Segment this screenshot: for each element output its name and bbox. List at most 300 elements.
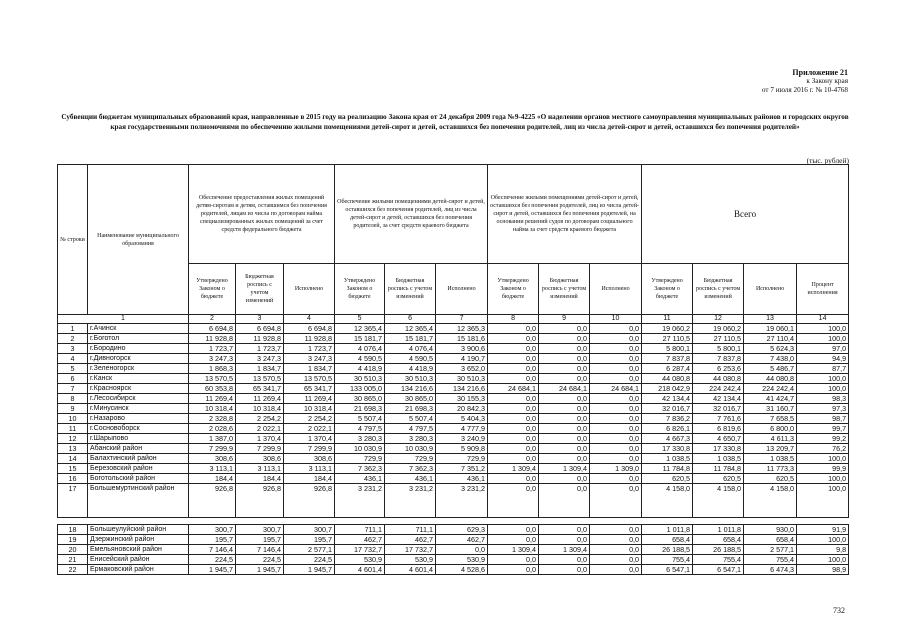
percent-cell: 100,0 (797, 555, 849, 565)
table-row (58, 414, 849, 424)
value-cell: 11 773,3 (744, 464, 797, 474)
row-number-cell: 20 (58, 545, 88, 555)
value-cell: 658,4 (744, 535, 797, 545)
table-row (58, 324, 849, 334)
value-cell: 3 247,3 (236, 354, 284, 364)
percent-cell: 98,9 (797, 565, 849, 575)
value-cell: 11 269,4 (236, 394, 284, 404)
row-number-cell: 14 (58, 454, 88, 464)
value-cell: 6 694,8 (189, 324, 236, 334)
column-number: 5 (335, 315, 385, 324)
header-executed: Исполнено (436, 264, 488, 315)
value-cell: 0,0 (488, 394, 539, 404)
row-number-cell: 21 (58, 555, 88, 565)
value-cell: 30 865,0 (335, 394, 385, 404)
percent-cell: 100,0 (797, 324, 849, 334)
value-cell: 7 351,2 (436, 464, 488, 474)
value-cell: 0,0 (590, 474, 642, 484)
value-cell: 32 016,7 (642, 404, 693, 414)
value-cell: 11 269,4 (189, 394, 236, 404)
row-number-cell: 19 (58, 535, 88, 545)
value-cell: 30 510,3 (335, 374, 385, 384)
value-cell: 42 134,4 (693, 394, 744, 404)
value-cell: 4 611,3 (744, 434, 797, 444)
value-cell: 5 486,7 (744, 364, 797, 374)
value-cell: 1 309,4 (539, 464, 590, 474)
value-cell: 629,3 (436, 525, 488, 535)
document-title: Субвенции бюджетам муниципальных образований края, направленные в 2015 году на реализацию Закона края от 24 декабря 2009 года №9-4225 «О наделении органов местного самоуправления муниципальных районов и городских округов края государственными полномочиями по обеспечению жилыми помещениями детей-сирот и детей, оставшихся без попечения родителей, лиц из числа детей-сирот и детей, оставшихся без попечения родителей» (61, 113, 849, 131)
value-cell: 5 624,3 (744, 344, 797, 354)
value-cell: 4 777,9 (436, 424, 488, 434)
value-cell: 195,7 (189, 535, 236, 545)
value-cell: 27 110,5 (642, 334, 693, 344)
value-cell: 7 299,9 (284, 444, 335, 454)
municipality-cell: г.Зеленогорск (88, 364, 189, 374)
header-executed: Исполнено (744, 264, 797, 315)
row-number-cell: 18 (58, 525, 88, 535)
value-cell: 0,0 (590, 364, 642, 374)
value-cell: 4 601,4 (335, 565, 385, 575)
value-cell: 0,0 (488, 555, 539, 565)
value-cell: 0,0 (590, 545, 642, 555)
value-cell: 6 800,0 (744, 424, 797, 434)
value-cell: 0,0 (488, 535, 539, 545)
value-cell: 1 945,7 (236, 565, 284, 575)
value-cell: 4 158,0 (693, 484, 744, 518)
percent-cell: 98,3 (797, 394, 849, 404)
value-cell: 1 309,4 (488, 464, 539, 474)
row-number-cell: 16 (58, 474, 88, 484)
value-cell: 12 365,3 (436, 324, 488, 334)
value-cell: 6 547,1 (642, 565, 693, 575)
value-cell: 2 254,2 (236, 414, 284, 424)
value-cell: 0,0 (488, 354, 539, 364)
value-cell: 0,0 (590, 525, 642, 535)
header-approved: Утверждено Законом о бюджете (642, 264, 693, 315)
value-cell: 0,0 (488, 374, 539, 384)
table-row (58, 434, 849, 444)
value-cell: 2 577,1 (284, 545, 335, 555)
value-cell: 1 723,7 (236, 344, 284, 354)
value-cell: 1 723,7 (189, 344, 236, 354)
value-cell: 3 113,1 (236, 464, 284, 474)
value-cell: 462,7 (335, 535, 385, 545)
value-cell: 0,0 (539, 565, 590, 575)
value-cell: 0,0 (590, 324, 642, 334)
value-cell: 7 299,9 (189, 444, 236, 454)
value-cell: 3 240,9 (436, 434, 488, 444)
value-cell: 218 042,9 (642, 384, 693, 394)
value-cell: 7 658,5 (744, 414, 797, 424)
municipality-cell: г.Красноярск (88, 384, 189, 394)
row-number-cell: 22 (58, 565, 88, 575)
value-cell: 15 181,6 (436, 334, 488, 344)
header-plan: Бюджетная роспись с учетом изменений (693, 264, 744, 315)
value-cell: 30 510,3 (436, 374, 488, 384)
percent-cell: 76,2 (797, 444, 849, 454)
percent-cell: 100,0 (797, 334, 849, 344)
column-number: 1 (58, 315, 189, 324)
percent-cell: 91,9 (797, 525, 849, 535)
municipality-cell: г.Назарово (88, 414, 189, 424)
value-cell: 5 404,3 (436, 414, 488, 424)
value-cell: 0,0 (539, 535, 590, 545)
row-gap (58, 518, 849, 525)
value-cell: 0,0 (539, 525, 590, 535)
table-row (58, 394, 849, 404)
value-cell: 0,0 (539, 444, 590, 454)
municipality-cell: Балахтинский район (88, 454, 189, 464)
value-cell: 224,5 (189, 555, 236, 565)
value-cell: 658,4 (642, 535, 693, 545)
value-cell: 1 834,7 (284, 364, 335, 374)
value-cell: 7 761,6 (693, 414, 744, 424)
value-cell: 0,0 (488, 334, 539, 344)
table-row (58, 464, 849, 474)
row-number-cell: 5 (58, 364, 88, 374)
value-cell: 3 231,2 (385, 484, 436, 518)
value-cell: 0,0 (590, 424, 642, 434)
value-cell: 13 570,5 (189, 374, 236, 384)
value-cell: 2 028,6 (189, 424, 236, 434)
value-cell: 300,7 (284, 525, 335, 535)
value-cell: 0,0 (539, 555, 590, 565)
value-cell: 24 684,1 (539, 384, 590, 394)
percent-cell: 87,7 (797, 364, 849, 374)
value-cell: 4 190,7 (436, 354, 488, 364)
value-cell: 4 590,5 (385, 354, 436, 364)
municipality-cell: Абанский район (88, 444, 189, 454)
value-cell: 26 188,5 (642, 545, 693, 555)
value-cell: 19 060,2 (642, 324, 693, 334)
value-cell: 4 158,0 (642, 484, 693, 518)
row-number-cell: 6 (58, 374, 88, 384)
value-cell: 436,1 (436, 474, 488, 484)
municipality-cell: г.Ачинск (88, 324, 189, 334)
header-plan: Бюджетная роспись с учетом изменений (385, 264, 436, 315)
value-cell: 24 684,1 (488, 384, 539, 394)
value-cell: 729,9 (436, 454, 488, 464)
value-cell: 755,4 (693, 555, 744, 565)
value-cell: 620,5 (744, 474, 797, 484)
value-cell: 0,0 (539, 414, 590, 424)
table-row (58, 525, 849, 535)
value-cell: 308,6 (284, 454, 335, 464)
table-row (58, 364, 849, 374)
value-cell: 6 694,8 (284, 324, 335, 334)
value-cell: 0,0 (488, 565, 539, 575)
table-row (58, 354, 849, 364)
value-cell: 0,0 (539, 394, 590, 404)
value-cell: 0,0 (590, 565, 642, 575)
percent-cell: 97,0 (797, 344, 849, 354)
table-row (58, 474, 849, 484)
table-row (58, 454, 849, 464)
value-cell: 42 134,4 (642, 394, 693, 404)
row-number-cell: 17 (58, 484, 88, 518)
value-cell: 41 424,7 (744, 394, 797, 404)
value-cell: 1 011,8 (693, 525, 744, 535)
value-cell: 10 318,4 (284, 404, 335, 414)
value-cell: 7 146,4 (189, 545, 236, 555)
municipality-cell: Емельяновский район (88, 545, 189, 555)
value-cell: 530,9 (385, 555, 436, 565)
value-cell: 1 309,4 (488, 545, 539, 555)
municipality-cell: г.Боготол (88, 334, 189, 344)
municipality-cell: г.Канск (88, 374, 189, 384)
value-cell: 3 231,2 (436, 484, 488, 518)
column-number: 14 (797, 315, 849, 324)
column-number: 9 (539, 315, 590, 324)
value-cell: 4 650,7 (693, 434, 744, 444)
value-cell: 17 330,8 (642, 444, 693, 454)
value-cell: 6 694,8 (236, 324, 284, 334)
header-percent: Процент исполнения (797, 264, 849, 315)
value-cell: 1 945,7 (284, 565, 335, 575)
column-number: 11 (642, 315, 693, 324)
value-cell: 65 341,7 (236, 384, 284, 394)
percent-cell: 100,0 (797, 474, 849, 484)
annex-law-ref: к Закону края (806, 77, 848, 85)
table-row (58, 374, 849, 384)
value-cell: 3 113,1 (284, 464, 335, 474)
value-cell: 27 110,4 (744, 334, 797, 344)
value-cell: 4 528,6 (436, 565, 488, 575)
header-approved: Утверждено Законом о бюджете (488, 264, 539, 315)
value-cell: 1 945,7 (189, 565, 236, 575)
value-cell: 0,0 (539, 324, 590, 334)
value-cell: 27 110,5 (693, 334, 744, 344)
row-number-cell: 15 (58, 464, 88, 474)
subvention-table (57, 164, 849, 575)
value-cell: 2 022,1 (236, 424, 284, 434)
value-cell: 5 909,8 (436, 444, 488, 454)
value-cell: 1 011,8 (642, 525, 693, 535)
value-cell: 10 318,4 (236, 404, 284, 414)
column-number: 13 (744, 315, 797, 324)
value-cell: 44 080,8 (642, 374, 693, 384)
value-cell: 3 280,3 (385, 434, 436, 444)
value-cell: 755,4 (642, 555, 693, 565)
value-cell: 133 005,0 (335, 384, 385, 394)
value-cell: 0,0 (539, 334, 590, 344)
value-cell: 6 287,4 (642, 364, 693, 374)
table-row (58, 424, 849, 434)
value-cell: 184,4 (189, 474, 236, 484)
value-cell: 4 076,4 (385, 344, 436, 354)
row-number-cell: 8 (58, 394, 88, 404)
value-cell: 3 247,3 (189, 354, 236, 364)
value-cell: 7 362,3 (385, 464, 436, 474)
percent-cell: 100,0 (797, 454, 849, 464)
column-number: 3 (236, 315, 284, 324)
value-cell: 4 797,5 (335, 424, 385, 434)
value-cell: 7 362,3 (335, 464, 385, 474)
header-municipality: Наименование муниципального образования (88, 165, 189, 315)
percent-cell: 100,0 (797, 484, 849, 518)
row-number-cell: 10 (58, 414, 88, 424)
value-cell: 0,0 (488, 484, 539, 518)
value-cell: 19 060,1 (744, 324, 797, 334)
value-cell: 30 865,0 (385, 394, 436, 404)
value-cell: 1 038,5 (642, 454, 693, 464)
page-number: 732 (833, 606, 845, 615)
value-cell: 711,1 (385, 525, 436, 535)
header-executed: Исполнено (284, 264, 335, 315)
value-cell: 15 181,7 (335, 334, 385, 344)
municipality-cell: Большеулуйский район (88, 525, 189, 535)
value-cell: 0,0 (539, 344, 590, 354)
header-total: Всего (642, 165, 849, 264)
header-approved: Утверждено Законом о бюджете (189, 264, 236, 315)
municipality-cell: Березовский район (88, 464, 189, 474)
table-row (58, 384, 849, 394)
value-cell: 30 510,3 (385, 374, 436, 384)
value-cell: 1 309,0 (590, 464, 642, 474)
value-cell: 11 784,8 (693, 464, 744, 474)
value-cell: 7 299,9 (236, 444, 284, 454)
value-cell: 0,0 (539, 484, 590, 518)
value-cell: 1 834,7 (236, 364, 284, 374)
column-number: 8 (488, 315, 539, 324)
value-cell: 17 330,8 (693, 444, 744, 454)
value-cell: 10 030,9 (335, 444, 385, 454)
value-cell: 20 842,3 (436, 404, 488, 414)
row-number-cell: 4 (58, 354, 88, 364)
value-cell: 184,4 (284, 474, 335, 484)
row-number-cell: 3 (58, 344, 88, 354)
table-row (58, 444, 849, 454)
municipality-cell: г.Минусинск (88, 404, 189, 414)
value-cell: 0,0 (590, 555, 642, 565)
value-cell: 11 269,4 (284, 394, 335, 404)
value-cell: 44 080,8 (744, 374, 797, 384)
value-cell: 21 698,3 (385, 404, 436, 414)
value-cell: 0,0 (488, 344, 539, 354)
value-cell: 4 590,5 (335, 354, 385, 364)
value-cell: 755,4 (744, 555, 797, 565)
value-cell: 195,7 (284, 535, 335, 545)
table-row (58, 484, 849, 518)
value-cell: 1 370,4 (284, 434, 335, 444)
value-cell: 6 547,1 (693, 565, 744, 575)
table-row (58, 545, 849, 555)
value-cell: 530,9 (335, 555, 385, 565)
value-cell: 308,6 (189, 454, 236, 464)
value-cell: 3 900,6 (436, 344, 488, 354)
row-number-cell: 2 (58, 334, 88, 344)
value-cell: 0,0 (488, 444, 539, 454)
value-cell: 7 837,8 (693, 354, 744, 364)
value-cell: 0,0 (539, 374, 590, 384)
row-number-cell: 11 (58, 424, 88, 434)
table-row (58, 334, 849, 344)
header-approved: Утверждено Законом о бюджете (335, 264, 385, 315)
row-number-cell: 1 (58, 324, 88, 334)
value-cell: 4 158,0 (744, 484, 797, 518)
value-cell: 0,0 (488, 525, 539, 535)
value-cell: 10 318,4 (189, 404, 236, 414)
value-cell: 2 022,1 (284, 424, 335, 434)
value-cell: 926,8 (189, 484, 236, 518)
value-cell: 0,0 (539, 454, 590, 464)
value-cell: 0,0 (590, 374, 642, 384)
value-cell: 184,4 (236, 474, 284, 484)
value-cell: 0,0 (539, 474, 590, 484)
value-cell: 134 216,6 (385, 384, 436, 394)
value-cell: 729,9 (335, 454, 385, 464)
value-cell: 195,7 (236, 535, 284, 545)
municipality-cell: Дзержинский район (88, 535, 189, 545)
value-cell: 0,0 (488, 364, 539, 374)
column-number: 12 (693, 315, 744, 324)
value-cell: 930,0 (744, 525, 797, 535)
municipality-cell: Боготольский район (88, 474, 189, 484)
value-cell: 65 341,7 (284, 384, 335, 394)
value-cell: 60 353,8 (189, 384, 236, 394)
value-cell: 1 868,3 (189, 364, 236, 374)
percent-cell: 97,3 (797, 404, 849, 414)
value-cell: 0,0 (539, 434, 590, 444)
value-cell: 926,8 (236, 484, 284, 518)
value-cell: 7 438,0 (744, 354, 797, 364)
value-cell: 3 231,2 (335, 484, 385, 518)
value-cell: 5 507,4 (335, 414, 385, 424)
value-cell: 224 242,4 (744, 384, 797, 394)
value-cell: 462,7 (436, 535, 488, 545)
value-cell: 6 253,6 (693, 364, 744, 374)
value-cell: 0,0 (590, 414, 642, 424)
table-row (58, 535, 849, 545)
value-cell: 2 328,8 (189, 414, 236, 424)
municipality-cell: г.Дивногорск (88, 354, 189, 364)
value-cell: 1 038,5 (744, 454, 797, 464)
value-cell: 7 837,8 (642, 354, 693, 364)
value-cell: 711,1 (335, 525, 385, 535)
value-cell: 436,1 (335, 474, 385, 484)
value-cell: 1 370,4 (236, 434, 284, 444)
value-cell: 2 577,1 (744, 545, 797, 555)
value-cell: 26 188,5 (693, 545, 744, 555)
value-cell: 3 113,1 (189, 464, 236, 474)
value-cell: 5 800,1 (693, 344, 744, 354)
value-cell: 0,0 (539, 364, 590, 374)
column-number: 4 (284, 315, 335, 324)
header-executed: Исполнено (590, 264, 642, 315)
value-cell: 10 030,9 (385, 444, 436, 454)
municipality-cell: г.Бородино (88, 344, 189, 354)
value-cell: 6 819,6 (693, 424, 744, 434)
value-cell: 44 080,8 (693, 374, 744, 384)
value-cell: 0,0 (488, 434, 539, 444)
value-cell: 0,0 (590, 354, 642, 364)
value-cell: 0,0 (590, 334, 642, 344)
value-cell: 17 732,7 (335, 545, 385, 555)
value-cell: 21 698,3 (335, 404, 385, 414)
percent-cell: 9,8 (797, 545, 849, 555)
value-cell: 7 836,2 (642, 414, 693, 424)
municipality-cell: Енисейский район (88, 555, 189, 565)
value-cell: 0,0 (590, 535, 642, 545)
value-cell: 13 570,5 (284, 374, 335, 384)
annex-number: Приложение 21 (792, 68, 848, 77)
value-cell: 4 418,9 (335, 364, 385, 374)
value-cell: 13 209,7 (744, 444, 797, 454)
percent-cell: 99,7 (797, 424, 849, 434)
value-cell: 0,0 (539, 424, 590, 434)
value-cell: 5 800,1 (642, 344, 693, 354)
value-cell: 4 667,3 (642, 434, 693, 444)
